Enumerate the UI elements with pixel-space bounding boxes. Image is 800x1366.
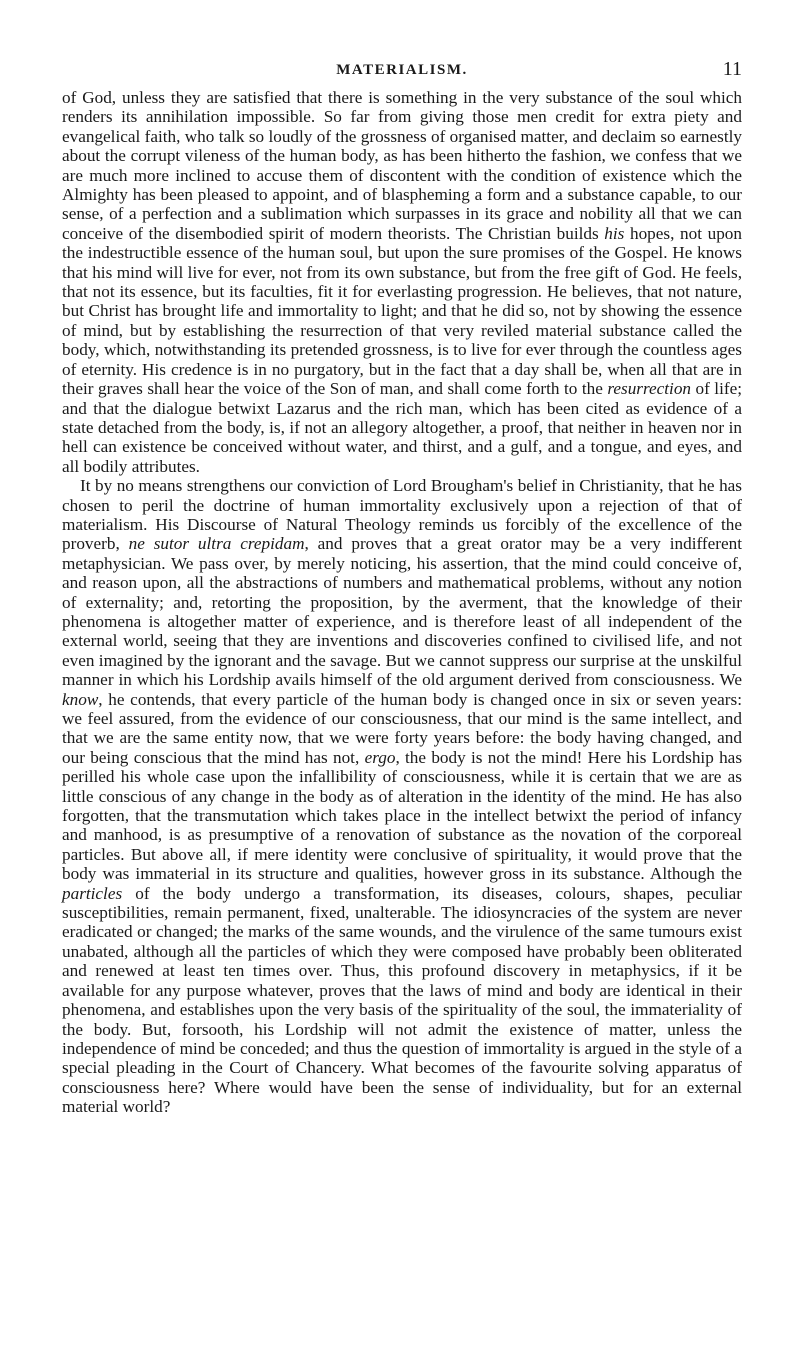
page-header [62,58,742,88]
paragraph-1 [62,88,742,476]
text-run: of God, unless they are satisfied that there is something in the very substance of the soul which renders its annihilation impossible. So far from giving those men credit for extra piety and evangelical faith, who talk so loudly of the grossness of organised matter, and declaim so earnestly about the corrupt vileness of the human body, as has been hitherto the fashion, we confess that we are much more inclined to accuse them of discontent with the condition of existence which the Almighty has been pleased to appoint, and of blaspheming a form and a substance capable, to our sense, of a perfection and a sublimation which surpasses in its grace and nobility all that we can conceive of the disembodied spirit of modern theorists. The Christian builds [62,88,742,243]
page-number: 11 [722,58,742,80]
text-run: , he contends, that every particle of the human body is changed once in six or seven years: we feel assured, from the evidence of our consciousness, that our mind is the same intellect, and that we are the same entity now, that we were forty years before: the body having changed, and our being conscious that the mind has not, [62,689,742,767]
text-run: , and proves that a great orator may be a very indifferent metaphysician. We pass over, by merely noticing, his assertion, that the mind could conceive of, and reason upon, all the abstractions of numbers and mathematical problems, without any notion of externality; and, retorting the proposition, by the averment, that the knowledge of their phenomena is altogether matter of experience, and is therefore least of all independent of the external world, seeing that they are inventions and discoveries confined to civilised life, and not even imagined by the ignorant and the savage. But we cannot suppress our surprise at the unskilful manner in which his Lordship avails himself of the old argument derived from consciousness. We [62,534,742,690]
italic-text-run: ne sutor ultra crepidam [128,534,305,554]
text-run: of the body undergo a transformation, its diseases, colours, shapes, peculiar susceptibilities, remain permanent, fixed, unalterable. The idiosyncracies of the system are never eradicated or changed; the marks of the same wounds, and the virulence of the same tumours exist unabated, although all the particles of which they were composed have probably been obliterated and renewed at least ten times over. Thus, this profound discovery in metaphysics, if it be available for any purpose whatever, proves that the laws of mind and body are identical in their phenomena, and establishes upon the very basis of the spirituality of the soul, the immateriality of the body. But, forsooth, his Lordship will not admit the existence of matter, unless the independence of mind be conceded; and thus the question of immortality is argued in the style of a special pleading in the Court of Chancery. What becomes of the favourite solving apparatus of consciousness here? Where would have been the sense of individuality, but for an external material world? [62,883,742,1117]
running-head: MATERIALISM. [336,62,468,78]
italic-text-run: ergo [364,747,396,767]
text-run: of life; and that the dialogue betwixt Lazarus and the rich man, which has been cited as evidence of a state detached from the body, is, if not an allegory altogether, a proof, that neither in heaven nor in hell can existence be conceived without water, and thirst, and a gulf, and a tongue, and eyes, and all bodily attributes. [62,379,742,476]
italic-text-run: his [604,223,625,243]
text-run: hopes, not upon the indestructible essence of the human soul, but upon the sure promises of the Gospel. He knows that his mind will live for ever, not from its own substance, but from the free gift of God. He feels, that not its essence, but its faculties, fit it for everlasting progression. He believes, that not nature, but Christ has brought life and immortality to light; and that he did so, not by showing the essence of mind, but by establishing the resurrection of that very reviled material substance called the body, which, notwithstanding its pretended grossness, is to live for ever through the countless ages of eternity. His credence is in no purgatory, but in the fact that a day shall be, when all that are in their graves shall hear the voice of the Son of man, and shall come forth to the [62,223,742,399]
italic-text-run: know [62,689,99,709]
paragraph-2 [62,476,742,1116]
italic-text-run: resurrection [607,379,692,399]
text-run: , the body is not the mind! Here his Lordship has perilled his whole case upon the infallibility of consciousness, while it is certain that we are as little conscious of any change in the body as of alteration in the identity of the mind. He has also forgotten, that the transmutation which takes place in the intellect betwixt the period of infancy and manhood, is as presumptive of a renovation of substance as the novation of the corporeal particles. But above all, if mere identity were conclusive of spirituality, it would prove that the body was immaterial in its structure and qualities, however gross in its substance. Although the [62,747,743,884]
text-run: It by no means strengthens our conviction of Lord Brougham's belief in Christianity, that he has chosen to peril the doctrine of human immortality exclusively upon a rejection of that of materialism. His Discourse of Natural Theology reminds us forcibly of the excellence of the proverb, [62,476,742,554]
body-text [62,88,742,1117]
italic-text-run: particles [62,883,123,903]
